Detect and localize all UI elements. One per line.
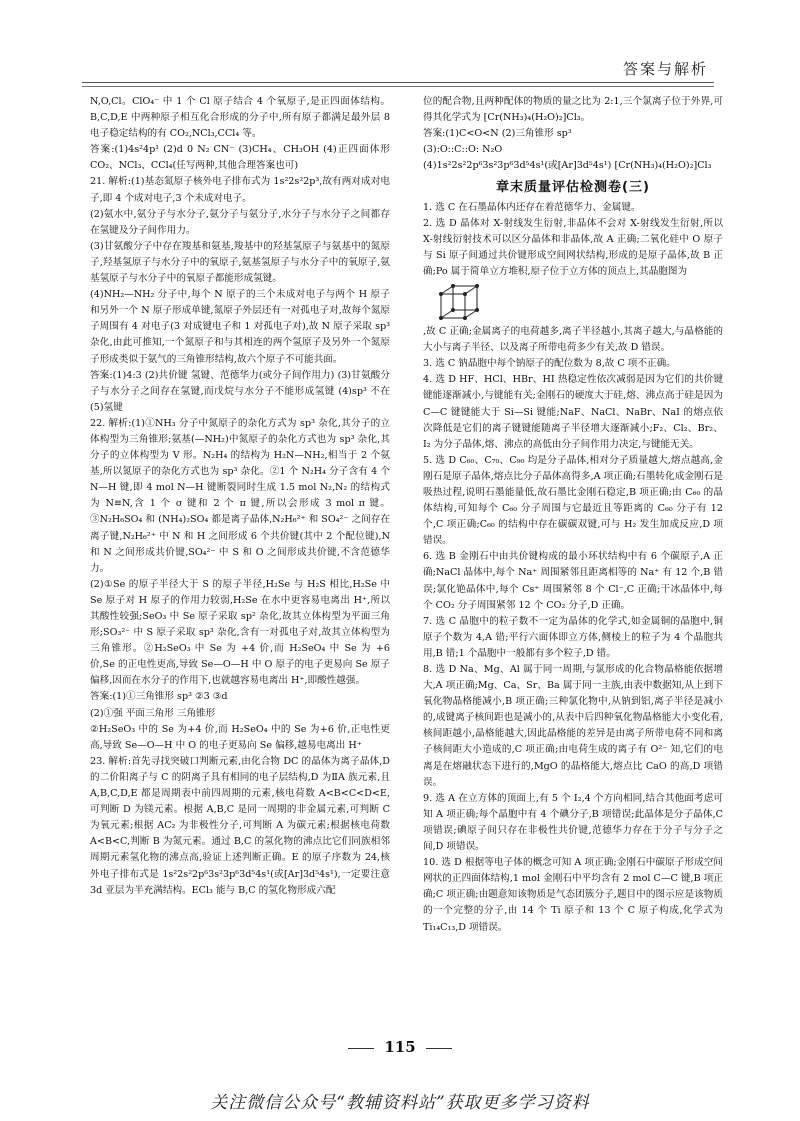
page-header xyxy=(0,52,800,86)
left-column xyxy=(90,94,390,899)
item-7: 7. 选 C 晶胞中的粒子数不一定为晶体的化学式,如金属铜的晶胞中,铜原子个数为 4,A 错;平行六面体即立方体,侧棱上的粒子为 4 个晶胞共用,B 错;1 个晶胞中一般都有多个粒子,D 错。 xyxy=(423,615,723,659)
answer-paragraph: 答案:(1)4:3 (2)共价键 氢键、范德华力(或分子间作用力) (3)甘氨酸分子与水分子之间存在氢键,而戊烷与水分子不能形成氢键 (4)sp³ 不在 (5)氢键 xyxy=(90,369,390,413)
header-rule-thin xyxy=(82,86,714,87)
item-2-continued: ,故 C 正确;金属离子的电荷越多,离子半径越小,其离子越大,与晶格能的大小与离子半径、以及离子所带电荷多少有关,故 D 错误。 xyxy=(423,326,723,354)
simple-cubic-cell-diagram xyxy=(437,282,481,322)
question-22-explanation: 22. 解析:(1)①NH₃ 分子中氮原子的杂化方式为 sp³ 杂化,其分子的立体构型为三角锥形;氨基(—NH₂)中氮原子的杂化方式也为 sp³ 杂化,其分子的立体构型为 V 形。N₂H₄ 的结构为 H₂N—NH₂,相当于 2 个氨基,所以氮原子的杂化方式也为 sp³ 杂化。②1 个 N₂H₄ 分子含有 4 个 N—H 键,即 4 mol N—H 键断裂同时生成 1.5 mol N₂,N₂ 的结构式为 N≡N,含 1 个 σ 键和 2 个 π 键,所以会形成 3 mol π 键。③N₂H₆SO₄ 和 (NH₄)₂SO₄ 都是离子晶体,N₂H₆²⁺ 和 SO₄²⁻ 之间存在离子键,N₂H₆²⁺ 中 N 和 H 之间形成 6 个共价键(其中 2 个配位键),N 和 N 之间形成共价键,SO₄²⁻ 中 S 和 O 之间形成共价键,不含范德华力。 xyxy=(90,417,390,574)
question-23-explanation: 23. 解析:首先寻找突破口判断元素,由化合物 DC 的晶体为离子晶体,D 的二价阳离子与 C 的阴离子具有相同的电子层结构,D 为ⅡA 族元素,且 A,B,C,D,E 都是周期表中前四周期的元素,核电荷数 A<B<C<D<E,可判断 D 为镁元素。根据 A,B,C 是同一周期的非金属元素,可判断 C 为氧元素;根据 AC₂ 为非极性分子,可判断 A 为碳元素;根据核电荷数 A<B<C,判断 B 为氮元素。通过 B,C 的氢化物的沸点比它们同族相邻周期元素氢化物的沸点高,验证上述判断正确。E 的原子序数为 24,核外电子排布式是 1s²2s²2p⁶3s²3p⁶3d⁵4s¹(或[Ar]3d⁵4s¹),一定要注意 3d 亚层为半充满结构。ECl₃ 能与 B,C 的氢化物形成六配 xyxy=(90,755,390,896)
answer-paragraph: 答案:(1)①三角锥形 sp³ ②3 ③d xyxy=(90,691,228,703)
left-paragraph: (3)甘氨酸分子中存在羧基和氨基,羧基中的羟基氢原子与氨基中的氮原子,羟基氢原子与水分子中的氧原子,氨基氢原子与水分子中的氧原子,氨基氢原子与水分子中的氧原子都能形成氢键。 xyxy=(90,240,390,285)
item-5: 5. 选 D C₆₀、C₇₀、C₉₀ 均是分子晶体,相对分子质量越大,熔点越高,金刚石是原子晶体,熔点比分子晶体高得多,A 项正确;石墨转化成金刚石是吸热过程,说明石墨能量低,故石墨比金刚石稳定,B 项正确;由 C₆₀ 的晶体结构,可知每个 C₆₀ 分子周围与它最近且等距离的 C₆₀ 分子有 12 个,C 项正确;C₆₀ 的结构中存在碳碳双键,可与 H₂ 发生加成反应,D 项错误。 xyxy=(423,454,723,547)
section-title: 章末质量评估检测卷(三) xyxy=(496,180,650,196)
item-2: 2. 选 D 晶体对 X-射线发生衍射,非晶体不会对 X-射线发生衍射,所以 X-射线衍射技术可以区分晶体和非晶体,故 A 正确;二氧化硅中 O 原子与 Si 原子间通过共价键形成空间网状结构,形成的是原子晶体,故 B 正确;Po 属于简单立方堆积,原子位于立方体的顶点上,其晶胞图为 xyxy=(423,217,723,277)
item-8: 8. 选 D Na、Mg、Al 属于同一周期,与氯形成的化合物晶格能依据增大,A 项正确;Mg、Ca、Sr、Ba 属于同一主族,由表中数据知,从上到下氧化物晶格能减小,B 项正确;三种氯化物中,从钠到铝,离子半径是减小的,成键离子核间距也是减小的,从表中后四种氧化物晶格能大小变化看,核间距越小,晶格能越大,因此晶格能的差异是由离子所带电荷不同和离子核间距大小造成的,C 项正确;由电荷生成的离子有 O²⁻ 知,它们的电离是在熔融状态下进行的,MgO 的晶格能大,熔点比 CaO 的高,D 项错误。 xyxy=(423,664,723,788)
header-title: 答案与解析 xyxy=(622,60,708,78)
item-1: 1. 选 C 在石墨晶体内还存在着范德华力、金属键。 xyxy=(423,201,641,213)
left-paragraph: (2)氨水中,氨分子与水分子,氨分子与氨分子,水分子与水分子之间都存在氢键及分子间作用力。 xyxy=(90,208,390,236)
left-paragraph: (4)NH₂—NH₂ 分子中,每个 N 原子的三个未成对电子与两个 H 原子和另外一个 N 原子形成单键,氮原子外层还有一对孤电子对,故每个氮原子周围有 4 对电子(3 对成键电子和 1 对孤电子对),故 N 原子采取 sp³ 杂化,由此可推知,一个氮原子和与其相连的两个氢原子及另外一个氮原子形成类似于氨气的三角锥形结构,故六个原子不可能共面。 xyxy=(90,289,390,365)
lewis-structure-line: (3):O::C::O: N₂O xyxy=(423,144,503,156)
item-6: 6. 选 B 金刚石中由共价键构成的最小环状结构中有 6 个碳原子,A 正确;NaCl 晶体中,每个 Na⁺ 周围紧邻且距离相等的 Na⁺ 有 12 个,B 错误;氯化铯晶体中,每个 Cs⁺ 周围紧邻 8 个 Cl⁻,C 正确;干冰晶体中,每个 CO₂ 分子周围紧邻 12 个 CO₂ 分子,D 正确。 xyxy=(423,551,723,611)
right-column xyxy=(423,94,723,936)
page-number: 115 xyxy=(384,1038,416,1056)
item-10: 10. 选 D 根据等电子体的概念可知 A 项正确;金刚石中碳原子形成空间网状的正四面体结构,1 mol 金刚石中平均含有 2 mol C—C 键,B 项正确;C 项正确;由题意知该物质是气态团簇分子,题目中的图示应是该物质的一个完整的分子,由 14 个 Ti 原子和 13 个 C 原子构成,化学式为 Ti₁₄C₁₃,D 项错误。 xyxy=(423,857,723,933)
item-4: 4. 选 D HF、HCl、HBr、HI 热稳定性依次减弱是因为它们的共价键键能逐渐减小,与键能有关;金刚石的硬度大于硅,熔、沸点高于硅是因为 C—C 键键能大于 Si—Si 键能;NaF、NaCl、NaBr、NaI 的熔点依次降低是它们的离子键键能随离子半径增大逐渐减小;F₂、Cl₂、Br₂、I₂ 为分子晶体,熔、沸点的高低由分子间作用力决定,与键能无关。 xyxy=(423,374,723,450)
answer-paragraph: 答案:(1)4s²4p¹ (2)d 0 N₂ CN⁻ (3)CH₄、CH₃OH (4)正四面体形 CO₂、NCl₃、CCl₄(任写两种,其他合理答案也可) xyxy=(90,144,390,172)
question-21-explanation: 21. 解析:(1)基态氮原子核外电子排布式为 1s²2s²2p³,故有两对成对电子,即 4 个成对电子,3 个未成对电子。 xyxy=(90,176,390,204)
page-number-block xyxy=(0,1038,800,1056)
page-number-dash-right xyxy=(426,1048,452,1049)
page-number-dash-left xyxy=(348,1048,374,1049)
left-paragraph: (2)①Se 的原子半径大于 S 的原子半径,H₂Se 与 H₂S 相比,H₂Se 中 Se 原子对 H 原子的作用力较弱,H₂Se 在水中更容易电离出 H⁺,所以其酸性较强;SeO₃ 中 Se 原子采取 sp² 杂化,故其立体构型为平面三角形;SO₃²⁻ 中 S 原子采取 sp³ 杂化,含有一对孤电子对,故其立体构型为三角锥形。②H₂SeO₃ 中 Se 为 +4 价,而 H₂SeO₄ 中 Se 为 +6 价,Se 的正电性更高,导致 Se—O—H 中 O 原子的电子更易向 Se 原子偏移,因而在水分子的作用下,也就越容易电离出 H⁺,即酸性越强。 xyxy=(90,578,390,687)
item-3: 3. 选 C 钠晶胞中每个钠原子的配位数为 8,故 C 项不正确。 xyxy=(423,358,676,370)
left-paragraph: (2)①强 平面三角形 三角锥形 xyxy=(90,707,216,719)
answer-paragraph: (4)1s²2s²2p⁶3s²3p⁶3d⁵4s¹(或[Ar]3d⁵4s¹) [Cr(NH₃)₄(H₂O)₂]Cl₃ xyxy=(423,160,712,172)
item-9: 9. 选 A 在立方体的顶面上,有 5 个 I₂,4 个方向相同,结合其他面考虑可知 A 项正确;每个晶胞中有 4 个碘分子,B 项错误;此晶体是分子晶体,C 项错误;碘原子间只存在非极性共价键,范德华力存在于分子与分子之间,D 项错误。 xyxy=(423,792,723,853)
right-paragraph: 位的配合物,且两种配体的物质的量之比为 2:1,三个氯离子位于外界,可得其化学式为 [Cr(NH₃)₄(H₂O)₂]Cl₃。 xyxy=(423,96,723,124)
left-paragraph: N,O,Cl。ClO₄⁻ 中 1 个 Cl 原子结合 4 个氧原子,是正四面体结构。B,C,D,E 中两种原子相互化合形成的分子中,所有原子都满足最外层 8 电子稳定结构的有 CO₂,NCl₃,CCl₄ 等。 xyxy=(90,96,390,140)
left-paragraph: ②H₂SeO₃ 中的 Se 为+4 价,而 H₂SeO₄ 中的 Se 为+6 价,正电性更高,导致 Se—O—H 中 O 的电子更易向 Se 偏移,越易电离出 H⁺ xyxy=(90,723,390,751)
footer-note: 关注微信公众号“教辅资料站”获取更多学习资料 xyxy=(210,1093,590,1113)
header-rule xyxy=(82,82,714,83)
answer-paragraph: 答案:(1)C<O<N (2)三角锥形 sp³ xyxy=(423,128,572,140)
